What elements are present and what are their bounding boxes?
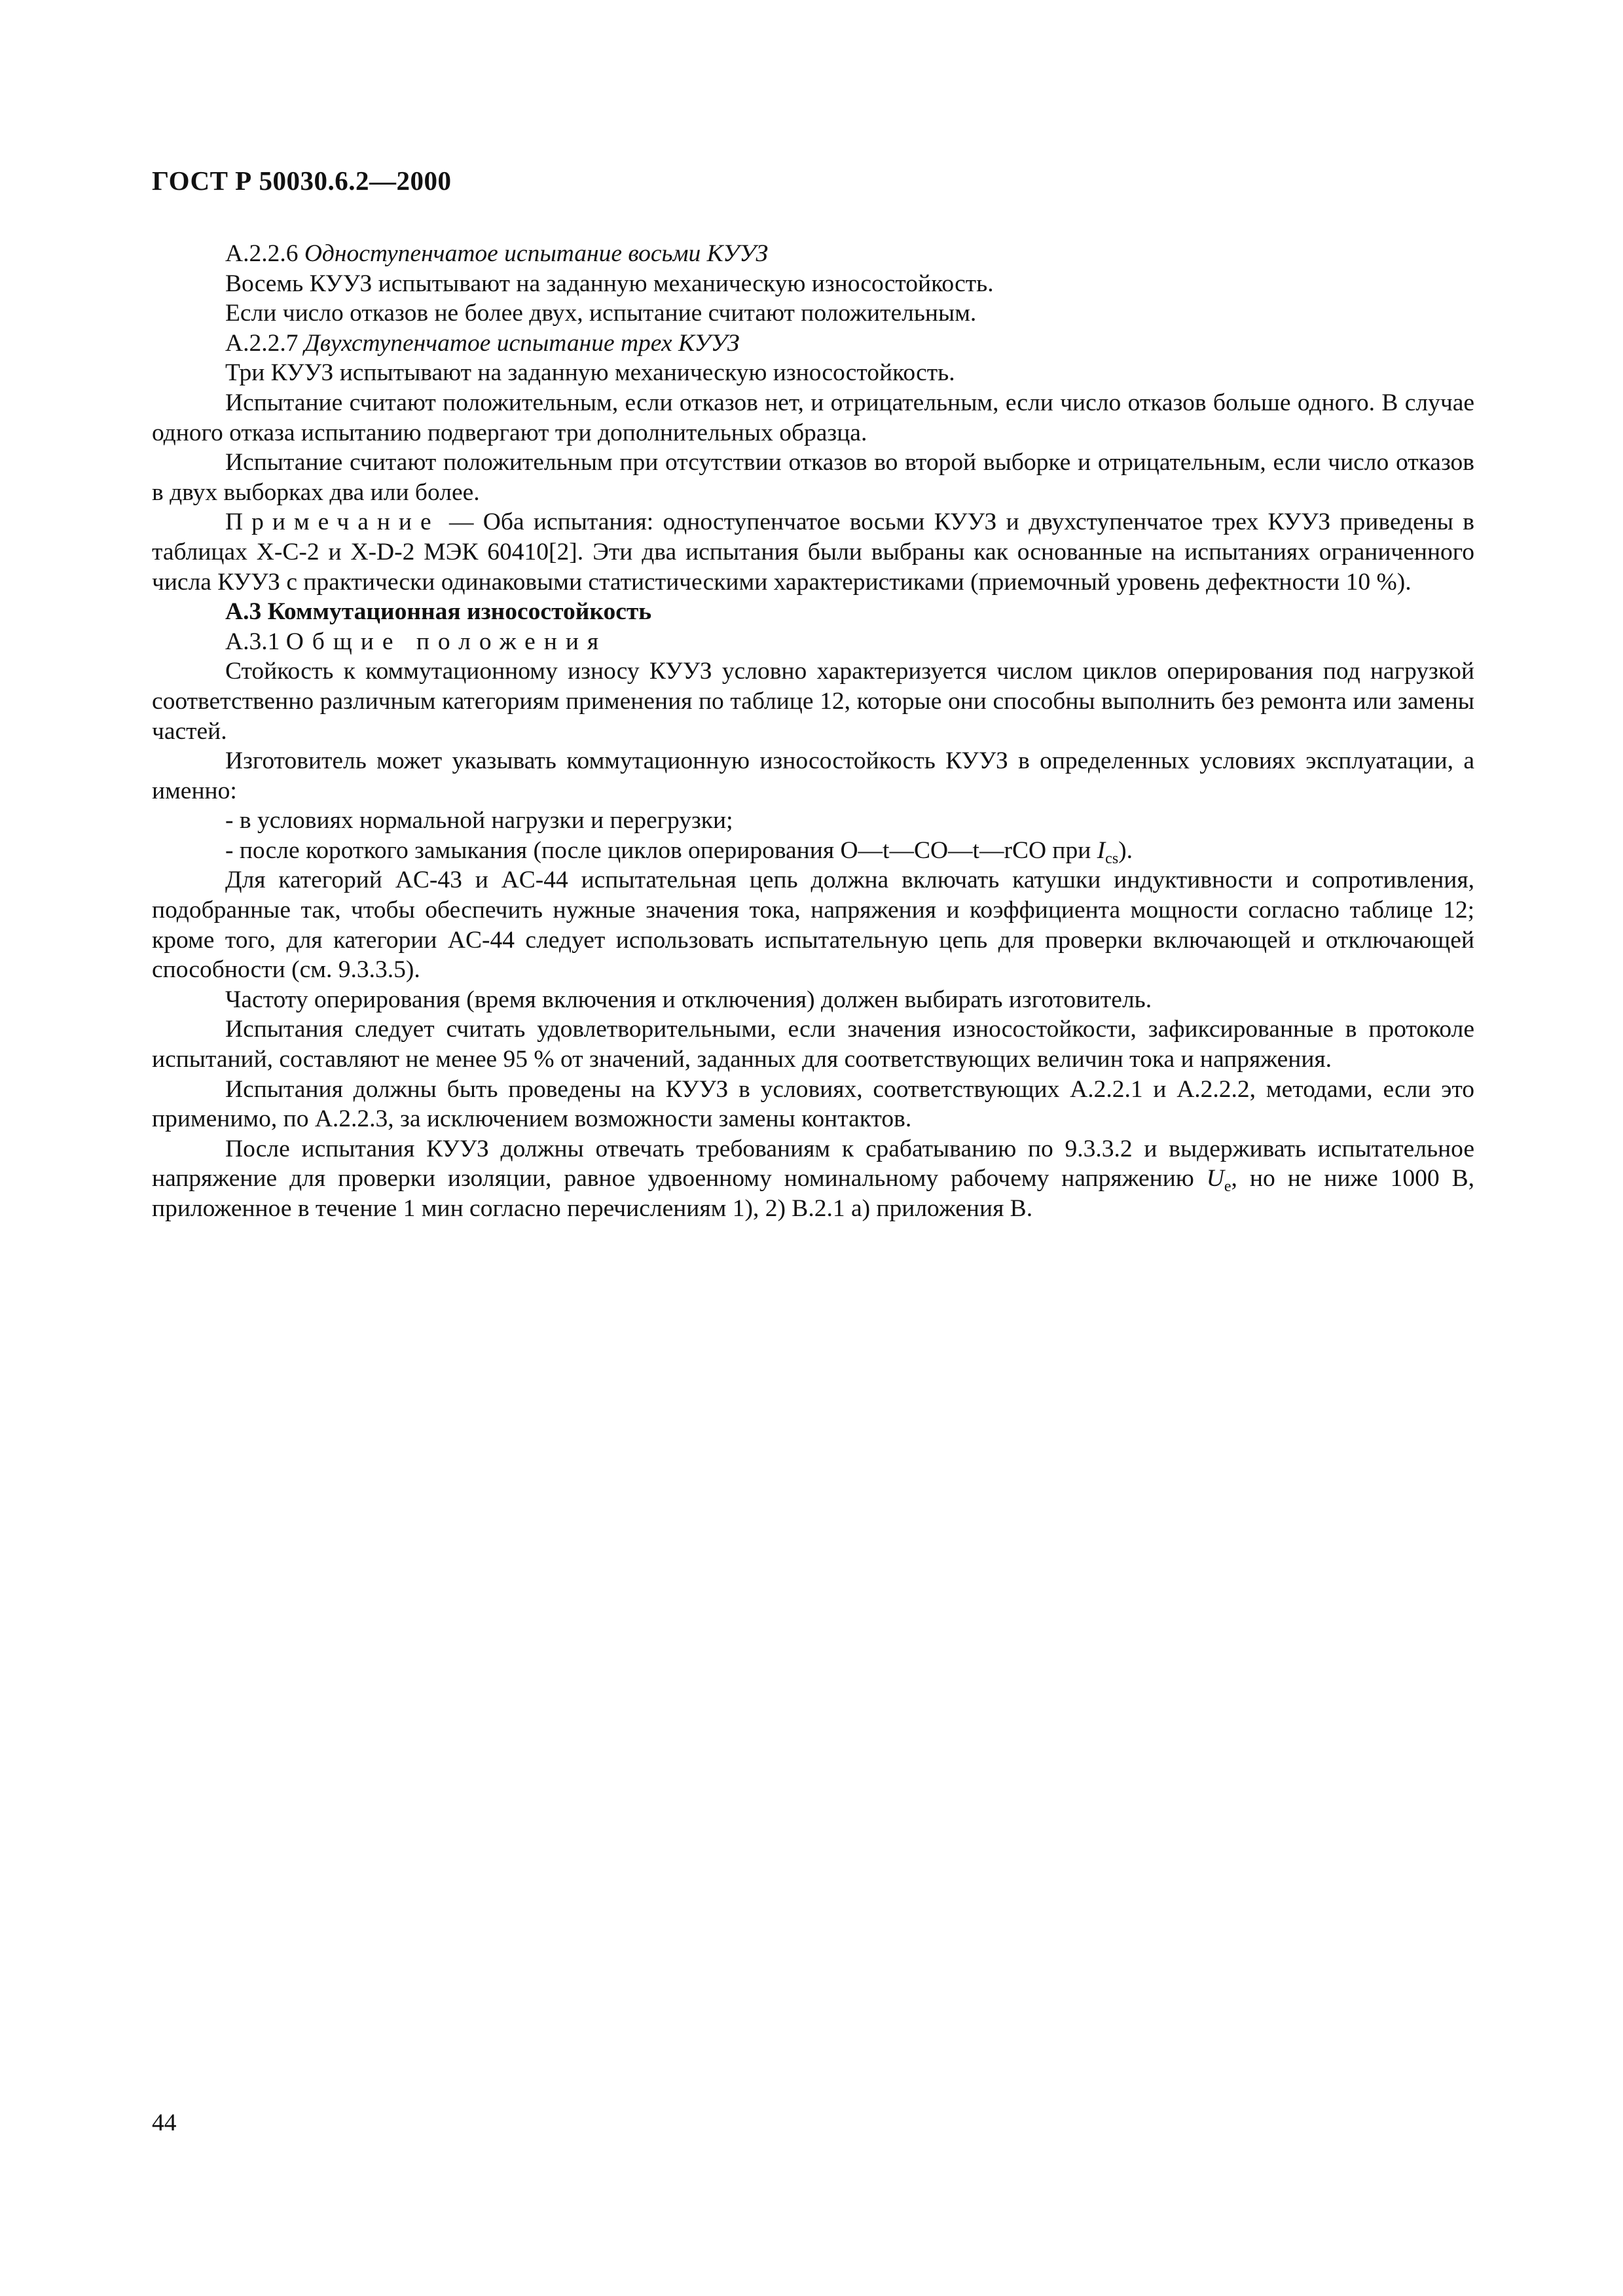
paragraph: Испытания следует считать удовлетворительными, если значения износостойкости, зафиксированные в протоколе испытаний, составляют не менее 95 % от значений, заданных для соответствующих величин тока и напряжения. (152, 1016, 1474, 1073)
list-item: - в условиях нормальной нагрузки и перегрузки; (225, 807, 733, 834)
section-heading-a3: А.3 Коммутационная износостойкость (225, 598, 652, 626)
subsection-title: Одноступенчатое испытание восьми КУУЗ (304, 240, 769, 267)
note-paragraph (152, 507, 1474, 597)
paragraph-text-end: , но не ниже 1000 В, приложенное в течение 1 мин согласно перечислениям 1), 2) В.2.1 а) приложения В. (152, 1165, 1474, 1222)
variable-subscript: e (1224, 1178, 1231, 1196)
list-item-text-end: ). (1118, 836, 1133, 864)
subsection-number: А.2.2.7 (225, 329, 299, 357)
paragraph: Для категорий AC-43 и AC-44 испытательная цепь должна включать катушки индуктивности и сопротивления, подобранные так, чтобы обеспечить нужные значения тока, напряжения и коэффициента мощности согласно таблице 12; кроме того, для категории AC-44 следует использовать испытательную цепь для проверки включающей и отключающей способности (см. 9.3.3.5). (152, 867, 1474, 984)
paragraph-text: После испытания КУУЗ должны отвечать требованиям к срабатыванию по 9.3.3.2 и выдерживать испытательное напряжение для проверки изоляции, равное удвоенному номинальному рабочему напряжению (152, 1135, 1474, 1193)
subsection-heading-a226 (152, 239, 1474, 269)
paragraph: Испытание считают положительным, если отказов нет, и отрицательным, если число отказов больше одного. В случае одного отказа испытанию подвергают три дополнительных образца. (152, 389, 1474, 446)
variable-symbol: I (1097, 836, 1106, 864)
subsection-number: А.3.1 (225, 628, 280, 655)
subsection-number: А.2.2.6 (225, 240, 299, 267)
subsection-heading-a227 (152, 329, 1474, 359)
variable-subscript: cs (1105, 850, 1119, 867)
paragraph: Испытание считают положительным при отсутствии отказов во второй выборке и отрицательным, если число отказов в двух выборках два или более. (152, 449, 1474, 506)
paragraph: Изготовитель может указывать коммутационную износостойкость КУУЗ в определенных условиях эксплуатации, а именно: (152, 747, 1474, 804)
paragraph: Если число отказов не более двух, испытание считают положительным. (225, 300, 977, 327)
note-text: — Оба испытания: одноступенчатое восьми КУУЗ и двухступенчатое трех КУУЗ приведены в таблицах X-C-2 и X-D-2 МЭК 60410[2]. Эти два испытания были выбраны как основанные на испытаниях ограниченного числа КУУЗ с практически одинаковыми статистическими характеристиками (приемочный уровень дефектности 10 %). (152, 509, 1475, 596)
paragraph: Частоту оперирования (время включения и отключения) должен выбирать изготовитель. (225, 986, 1152, 1013)
list-item-text: - после короткого замыкания (после циклов оперирования O—t—CO—t—rCO при (225, 836, 1097, 864)
paragraph: Три КУУЗ испытывают на заданную механическую износостойкость. (225, 359, 955, 387)
page-number: 44 (152, 2109, 177, 2136)
paragraph: Стойкость к коммутационному износу КУУЗ условно характеризуется числом циклов оперирования под нагрузкой соответственно различным категориям применения по таблице 12, которые они способны выполнить без ремонта или замены частей. (152, 658, 1474, 745)
paragraph (152, 1134, 1474, 1224)
subsection-title: Общие положения (285, 628, 608, 655)
document-body (152, 239, 1474, 1224)
subsection-title: Двухступенчатое испытание трех КУУЗ (304, 329, 740, 357)
variable-symbol: U (1206, 1165, 1224, 1193)
note-label: Примечание (225, 509, 440, 536)
subsection-heading-a31 (152, 627, 1474, 657)
paragraph: Восемь КУУЗ испытывают на заданную механическую износостойкость. (225, 270, 994, 297)
document-header: ГОСТ Р 50030.6.2—2000 (152, 166, 452, 196)
list-item (152, 836, 1474, 866)
paragraph: Испытания должны быть проведены на КУУЗ в условиях, соответствующих А.2.2.1 и А.2.2.2, методами, если это применимо, по А.2.2.3, за исключением возможности замены контактов. (152, 1075, 1474, 1133)
